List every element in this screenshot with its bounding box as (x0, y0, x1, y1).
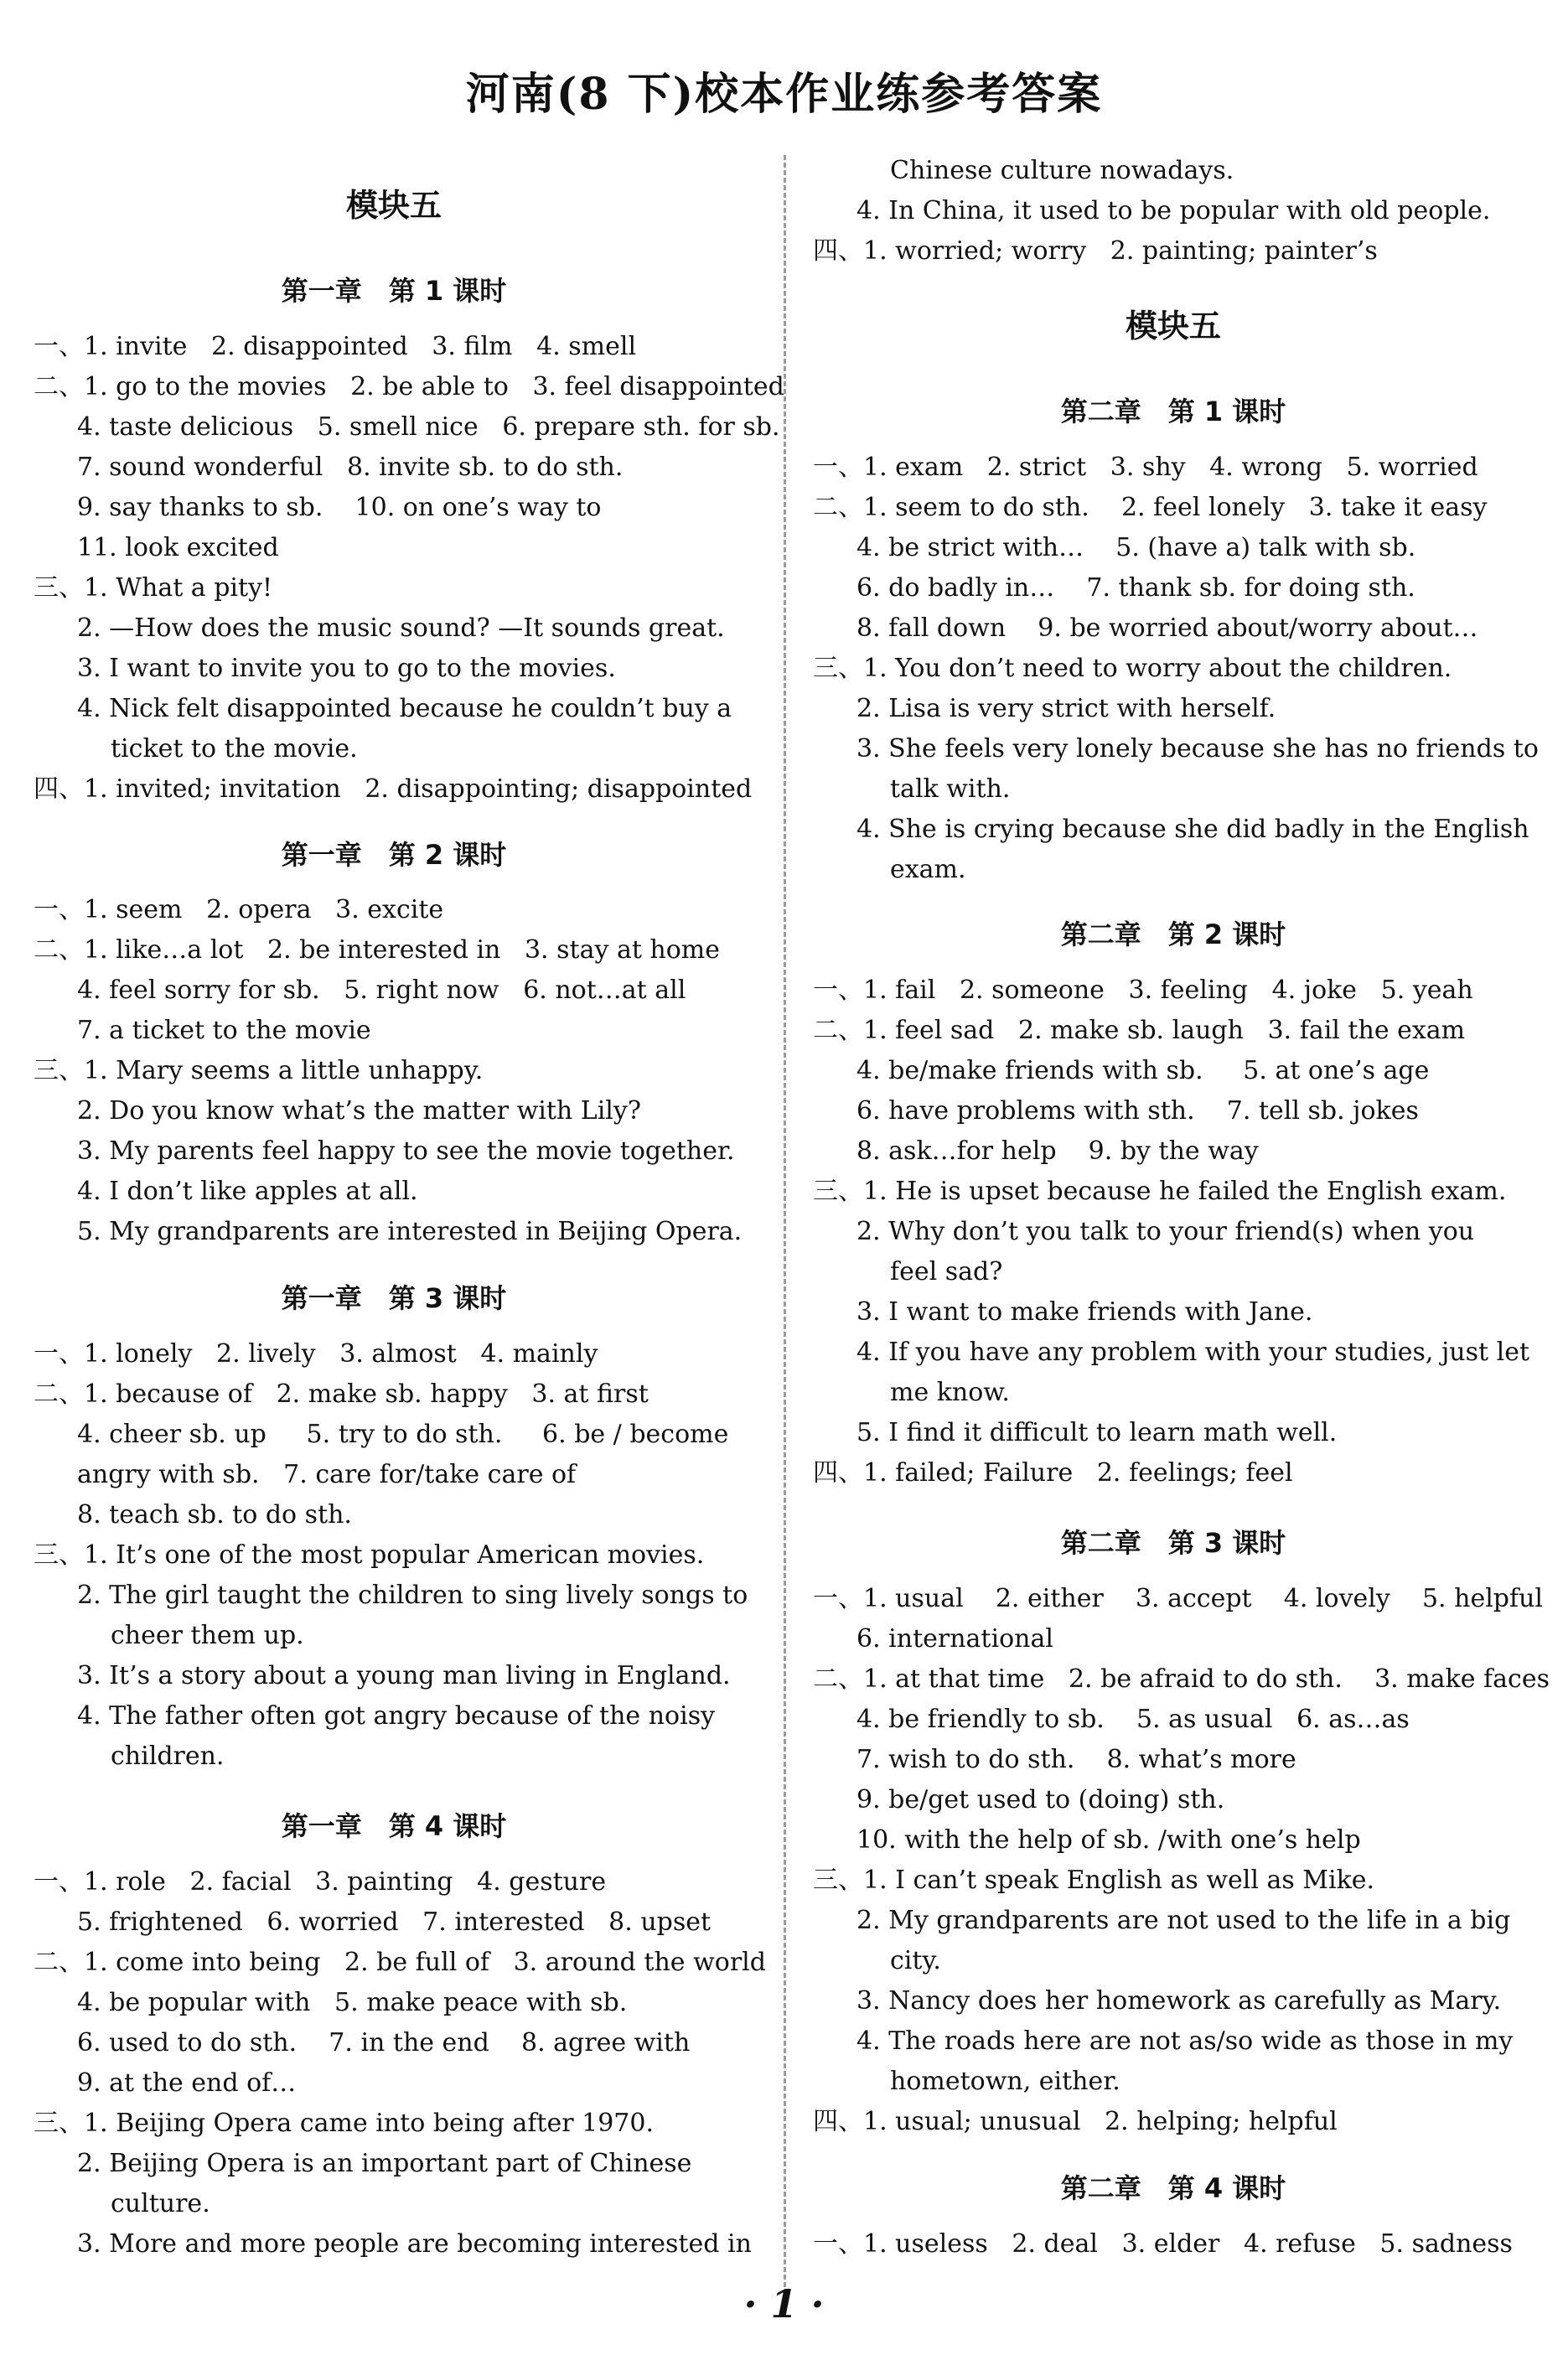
module-heading: 模块五 (1125, 308, 1221, 344)
answer-line: 3. She feels very lonely because she has no friends to (856, 734, 1539, 763)
answer-line: feel sad? (890, 1257, 1003, 1286)
answer-line: 四、1. usual; unusual 2. helping; helpful (813, 2107, 1338, 2136)
answer-line: 三、1. Mary seems a little unhappy. (34, 1056, 484, 1085)
answer-line: 10. with the help of sb. /with one’s help (856, 1825, 1361, 1855)
answer-line: 四、1. failed; Failure 2. feelings; feel (813, 1458, 1293, 1488)
answer-line: 7. wish to do sth. 8. what’s more (856, 1745, 1296, 1774)
answer-line: 8. teach sb. to do sth. (77, 1500, 352, 1529)
answer-line: 一、1. seem 2. opera 3. excite (34, 895, 444, 924)
module-heading: 模块五 (345, 187, 442, 224)
answer-line: 一、1. lonely 2. lively 3. almost 4. mainly (34, 1339, 598, 1369)
answer-line: 4. feel sorry for sb. 5. right now 6. not…at all (77, 976, 686, 1005)
answer-line: 4. Nick felt disappointed because he couldn’t buy a (77, 694, 732, 723)
section-heading: 第二章 第 4 课时 (1060, 2172, 1286, 2204)
answer-line: 一、1. exam 2. strict 3. shy 4. wrong 5. worried (813, 453, 1478, 482)
answer-line: 4. be/make friends with sb. 5. at one’s age (856, 1056, 1430, 1085)
answer-line: 6. international (856, 1624, 1053, 1654)
answer-line: 3. My parents feel happy to see the movie together. (77, 1136, 735, 1166)
answer-line: 2. —How does the music sound? —It sounds great. (77, 613, 725, 643)
answer-line: ticket to the movie. (111, 734, 358, 763)
answer-line: exam. (890, 855, 966, 884)
answer-line: 3. Nancy does her homework as carefully as Mary. (856, 1986, 1502, 2016)
answer-line: 三、1. What a pity! (34, 573, 273, 603)
answer-line: 一、1. invite 2. disappointed 3. film 4. smell (34, 332, 637, 361)
section-heading: 第一章 第 1 课时 (281, 275, 507, 307)
answer-line: 4. The roads here are not as/so wide as those in my (856, 2026, 1514, 2056)
answer-line: 9. at the end of… (77, 2068, 297, 2098)
answer-line: hometown, either. (890, 2067, 1120, 2096)
answer-line: 2. Do you know what’s the matter with Lily? (77, 1096, 641, 1126)
answer-line: me know. (890, 1378, 1010, 1407)
answer-line: 二、1. like…a lot 2. be interested in 3. stay at home (34, 935, 721, 965)
answer-line: 三、1. He is upset because he failed the English exam. (813, 1177, 1507, 1206)
answer-line: 三、1. You don’t need to worry about the children. (813, 654, 1452, 683)
section-heading: 第一章 第 3 课时 (281, 1282, 507, 1314)
answer-line: 9. be/get used to (doing) sth. (856, 1785, 1225, 1814)
answer-line: 4. be popular with 5. make peace with sb. (77, 1988, 628, 2017)
section-heading: 第二章 第 1 课时 (1060, 396, 1286, 427)
answer-line: 一、1. fail 2. someone 3. feeling 4. joke 5. yeah (813, 976, 1473, 1005)
answer-line: 二、1. seem to do sth. 2. feel lonely 3. take it easy (813, 493, 1488, 522)
answer-line: 4. If you have any problem with your studies, just let (856, 1338, 1529, 1367)
answer-line: 4. The father often got angry because of the noisy (77, 1701, 716, 1731)
answer-line: 二、1. because of 2. make sb. happy 3. at first (34, 1379, 649, 1409)
column-divider (784, 155, 786, 2317)
answer-line: 三、1. I can’t speak English as well as Mike. (813, 1866, 1375, 1895)
answer-line: 6. do badly in… 7. thank sb. for doing sth. (856, 573, 1415, 603)
answer-line: 2. My grandparents are not used to the life in a big (856, 1906, 1511, 1935)
answer-line: 二、1. at that time 2. be afraid to do sth. 3. make faces (813, 1664, 1550, 1694)
answer-line: 6. have problems with sth. 7. tell sb. jokes (856, 1096, 1419, 1126)
answer-line: 二、1. feel sad 2. make sb. laugh 3. fail the exam (813, 1016, 1466, 1045)
answer-line: 5. I find it difficult to learn math well. (856, 1418, 1338, 1447)
answer-line: 6. used to do sth. 7. in the end 8. agree with (77, 2028, 691, 2057)
answer-line: 四、1. invited; invitation 2. disappointing; disappointed (34, 774, 753, 804)
answer-line: 8. ask…for help 9. by the way (856, 1136, 1259, 1166)
answer-line: culture. (111, 2189, 210, 2218)
answer-line: 4. taste delicious 5. smell nice 6. prepare sth. for sb. (77, 412, 780, 442)
page-number: · 1 · (743, 2281, 825, 2327)
answer-line: 3. More and more people are becoming interested in (77, 2229, 752, 2259)
answer-line: 9. say thanks to sb. 10. on one’s way to (77, 493, 602, 522)
answer-line: 2. Beijing Opera is an important part of Chinese (77, 2149, 692, 2178)
answer-line: 2. Lisa is very strict with herself. (856, 694, 1276, 723)
answer-line: 5. frightened 6. worried 7. interested 8. upset (77, 1907, 712, 1937)
section-heading: 第二章 第 2 课时 (1060, 919, 1286, 950)
answer-line: 4. I don’t like apples at all. (77, 1177, 418, 1206)
answer-line: Chinese culture nowadays. (890, 156, 1234, 185)
answer-line: 4. She is crying because she did badly in the English (856, 815, 1529, 844)
answer-line: city. (890, 1946, 941, 1975)
answer-line: 7. sound wonderful 8. invite sb. to do sth. (77, 453, 624, 482)
answer-line: 四、1. worried; worry 2. painting; painter’s (813, 236, 1378, 266)
answer-line: children. (111, 1742, 225, 1771)
answer-line: cheer them up. (111, 1621, 304, 1650)
section-heading: 第一章 第 2 课时 (281, 839, 507, 871)
page-title: 河南(8 下)校本作业练参考答案 (465, 69, 1103, 120)
answer-line: 三、1. It’s one of the most popular American movies. (34, 1540, 705, 1570)
answer-line: 3. It’s a story about a young man living in England. (77, 1661, 731, 1690)
answer-line: 4. be strict with… 5. (have a) talk with sb. (856, 533, 1416, 562)
answer-line: 3. I want to invite you to go to the movies. (77, 654, 616, 683)
answer-line: 3. I want to make friends with Jane. (856, 1297, 1313, 1327)
answer-line: 一、1. usual 2. either 3. accept 4. lovely 5. helpful (813, 1584, 1544, 1613)
answer-line: 7. a ticket to the movie (77, 1016, 371, 1045)
answer-line: 二、1. go to the movies 2. be able to 3. feel disappointed (34, 372, 784, 401)
answer-line: 5. My grandparents are interested in Beijing Opera. (77, 1217, 743, 1246)
answer-line: 8. fall down 9. be worried about/worry about… (856, 613, 1478, 643)
answer-line: 2. The girl taught the children to sing lively songs to (77, 1581, 748, 1610)
answer-line: talk with. (890, 774, 1011, 804)
answer-line: 一、1. role 2. facial 3. painting 4. gesture (34, 1867, 607, 1897)
answer-line: angry with sb. 7. care for/take care of (77, 1460, 577, 1489)
answer-line: 三、1. Beijing Opera came into being after 1970. (34, 2109, 654, 2138)
section-heading: 第二章 第 3 课时 (1060, 1527, 1286, 1559)
answer-line: 二、1. come into being 2. be full of 3. around the world (34, 1948, 766, 1977)
answer-line: 一、1. useless 2. deal 3. elder 4. refuse 5. sadness (813, 2229, 1513, 2259)
answer-line: 4. In China, it used to be popular with old people. (856, 196, 1491, 225)
answer-line: 2. Why don’t you talk to your friend(s) when you (856, 1217, 1475, 1246)
answer-line: 4. be friendly to sb. 5. as usual 6. as…as (856, 1705, 1410, 1734)
section-heading: 第一章 第 4 课时 (281, 1810, 507, 1842)
answer-line: 4. cheer sb. up 5. try to do sth. 6. be / become (77, 1420, 729, 1449)
answer-line: 11. look excited (77, 533, 279, 562)
